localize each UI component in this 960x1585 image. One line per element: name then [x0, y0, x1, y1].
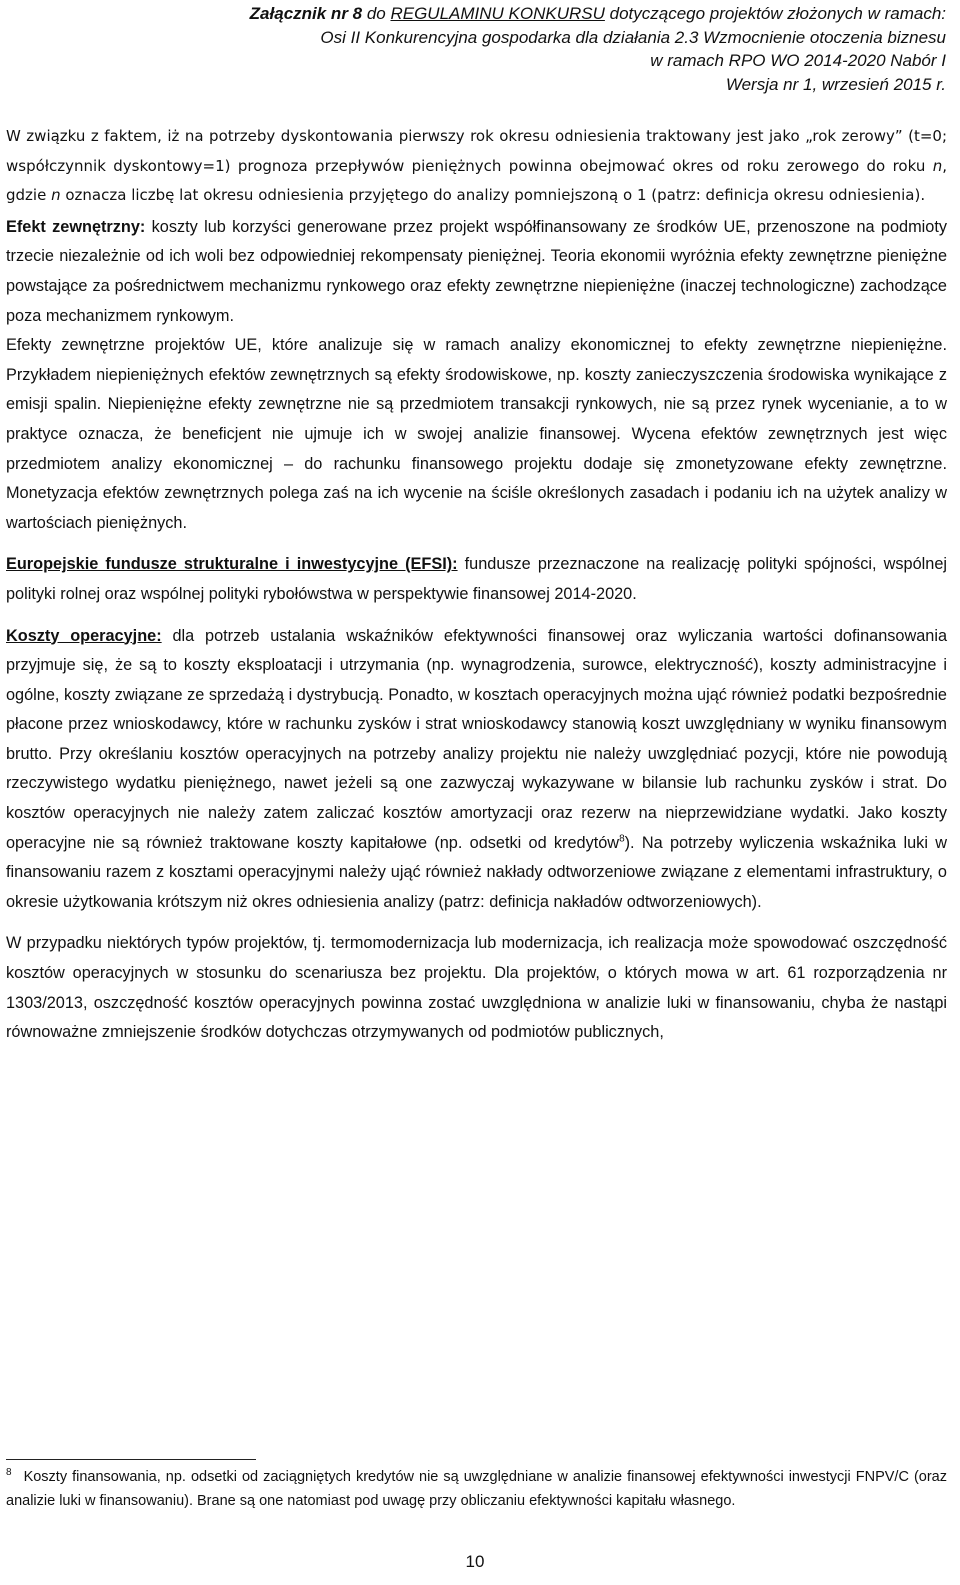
footnote — [6, 1466, 947, 1513]
header-text: dotyczącego projektów złożonych w ramach: — [604, 4, 946, 23]
header-line-1 — [250, 2, 946, 26]
document-body — [6, 122, 947, 1048]
definition-term: Efekt zewnętrzny: — [6, 217, 146, 236]
regulation-link[interactable]: REGULAMINU KONKURSU — [390, 4, 605, 23]
variable-n: n — [932, 156, 943, 175]
paragraph-text: W związku z faktem, iż na potrzeby dyskontowania pierwszy rok okresu odniesienia traktowany jest jako „rok zerowy” (t=0; współczynnik dyskontowy=1) prognoza przepływów pieniężnych powinna obejmować okres od roku zerowego do roku — [6, 127, 947, 175]
paragraph-text: oznacza liczbę lat okresu odniesienia przyjętego do analizy pomniejszoną o 1 (patrz: definicja okresu odniesienia). — [60, 186, 926, 205]
page-header — [250, 2, 946, 96]
definition-text: ). Na potrzeby wyliczenia wskaźnika luki w finansowaniu razem z kosztami operacyjnymi należy ująć również nakłady odtworzeniowe związane z elementami infrastruktury, o okresie użytkowania krótszym niż okres odniesienia analizy (patrz: definicja nakładów odtworzeniowych). — [6, 833, 947, 911]
paragraph-cost-savings: W przypadku niektórych typów projektów, tj. termomodernizacja lub modernizacja, ich realizacja może spowodować oszczędność kosztów operacyjnych w stosunku do scenariusza bez projektu. Dla projektów, o których mowa w art. 61 rozporządzenia nr 1303/2013, oszczędność kosztów operacyjnych powinna zostać uwzględniona w analizie luki w finansowaniu, chyba że nastąpi równoważne zmniejszenie środków dotychczas otrzymywanych od podmiotów publicznych, — [6, 934, 947, 1042]
definition-external-effect — [6, 213, 947, 331]
definition-text: koszty lub korzyści generowane przez projekt współfinansowany ze środków UE, przenoszone na podmioty trzecie niezależnie od ich woli bez odpowiedniej rekompensaty pieniężnej. Teoria ekonomii wyróżnia efekty zewnętrzne pieniężne powstające za pośrednictwem mechanizmu rynkowego oraz efekty zewnętrzne niepieniężne (inaczej technologiczne) zachodzące poza mechanizmem rynkowym. — [6, 217, 947, 325]
header-line-4: Wersja nr 1, wrzesień 2015 r. — [725, 74, 946, 94]
definition-text: dla potrzeb ustalania wskaźników efektywności finansowej oraz wyliczania wartości dofinansowania przyjmuje się, że są to koszty eksploatacji i utrzymania (np. wynagrodzenia, surowce, elektryczność), koszty administracyjne i ogólne, koszty związane ze sprzedażą i dystrybucją. Ponadto, w kosztach operacyjnych można ująć również podatki bezpośrednie płacone przez wnioskodawcy, które w rachunku zysków i strat wnioskodawcy stanowią koszt uwzględniany w wyniku finansowym brutto. Przy określaniu kosztów operacyjnych na potrzeby analizy projektu nie należy uwzględniać pozycji, które nie powodują rzeczywistego wydatku pieniężnego, nawet jeżeli są one zazwyczaj wykazywane w bilansie lub rachunku zysków i strat. Do kosztów operacyjnych nie należy zatem zaliczać kosztów amortyzacji oraz rezerw na nieprzewidziane wydatki. Jako koszty operacyjne nie są również traktowane koszty kapitałowe (np. odsetki od kredytów — [6, 626, 947, 852]
definition-term: Koszty operacyjne: — [6, 626, 162, 645]
variable-n: n — [51, 186, 61, 205]
definition-term: Europejskie fundusze strukturalne i inwestycyjne (EFSI): — [6, 555, 458, 574]
header-text: do — [362, 4, 391, 23]
footnote-reference[interactable]: 8 — [619, 833, 625, 845]
paragraph-text: , gdzie — [6, 156, 947, 205]
paragraph-reference-period — [6, 122, 947, 211]
page-number: 10 — [465, 1552, 485, 1571]
footnote-separator — [6, 1459, 256, 1460]
header-line-2: Osi II Konkurencyjna gospodarka dla działania 2.3 Wzmocnienie otoczenia biznesu — [320, 27, 946, 47]
footnote-text: Koszty finansowania, np. odsetki od zaciągniętych kredytów nie są uwzględniane w analizie finansowej efektywności inwestycji FNPV/C (oraz analizie luki w finansowaniu). Brane są one natomiast pod uwagę przy obliczaniu efektywności kapitału własnego. — [6, 1469, 947, 1509]
paragraph-eu-external-effects: Efekty zewnętrzne projektów UE, które analizuje się w ramach analizy ekonomicznej to efekty zewnętrzne niepieniężne. Przykładem niepieniężnych efektów zewnętrznych są efekty środowiskowe, np. koszty zanieczyszczenia środowiska wynikające z emisji spalin. Niepieniężne efekty zewnętrzne nie są przedmiotem transakcji rynkowych, nie są przez rynek wycenianie, a to w praktyce oznacza, że beneficjent nie ujmuje ich w swojej analizie finansowej. Wycena efektów zewnętrznych jest więc przedmiotem analizy ekonomicznej – do rachunku finansowego projektu dodaje się zmonetyzowane efekty zewnętrzne. Monetyzacja efektów zewnętrznych polega zaś na ich wycenie na ściśle określonych zasadach i podaniu ich na użytek analizy w wartościach pieniężnych. — [6, 336, 947, 532]
attachment-label: Załącznik nr 8 — [249, 4, 363, 23]
header-line-3: w ramach RPO WO 2014-2020 Nabór I — [650, 51, 946, 70]
definition-efsi — [6, 550, 947, 609]
footnote-mark: 8 — [6, 1467, 12, 1479]
definition-operating-costs — [6, 622, 947, 918]
definition-text: fundusze przeznaczone na realizację polityki spójności, wspólnej polityki rolnej oraz wspólnej polityki rybołówstwa w perspektywie finansowej 2014-2020. — [6, 555, 947, 603]
